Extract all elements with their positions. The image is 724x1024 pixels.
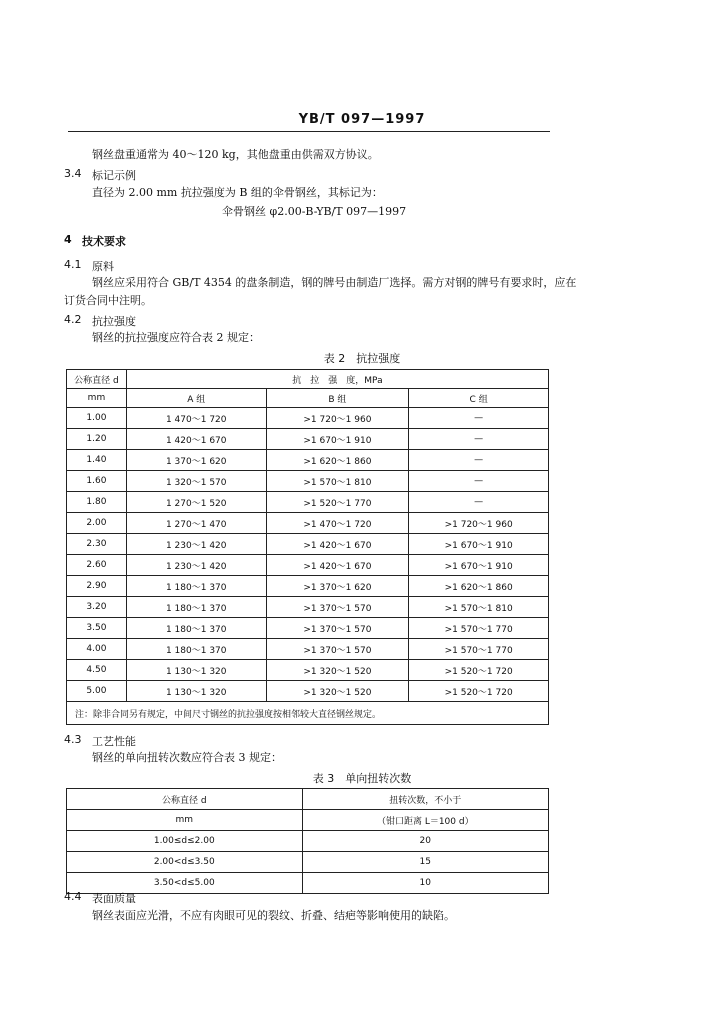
table-cell: 3.20 [67,597,127,618]
table-cell: >1 720～1 960 [409,513,549,534]
table-row [67,513,549,534]
table3-header-row [67,810,549,831]
table2-header-row [67,389,549,408]
table-row [67,639,549,660]
table2-header-group-b: B 组 [266,389,409,408]
table-row [67,450,549,471]
table-cell: 1 320～1 570 [126,471,266,492]
table2-header-strength: 抗 拉 强 度，MPa [126,370,548,389]
table3-caption: 表 3 单向扭转次数 [312,772,412,785]
table-cell: — [409,471,549,492]
table-cell: — [409,408,549,429]
table-cell: >1 320～1 520 [266,681,409,702]
section-4-4-title: 表面质量 [92,892,136,905]
table-cell: >1 620～1 860 [266,450,409,471]
table3-header-unit: mm [67,810,303,831]
table2-header-group-a: A 组 [126,389,266,408]
table-row [67,576,549,597]
table2-tensile-strength [66,369,549,725]
table-cell: >1 370～1 570 [266,639,409,660]
table-row [67,873,549,894]
body-line-coil-weight: 钢丝盘重通常为 40～120 kg，其他盘重由供需双方协议。 [92,148,379,161]
header-rule [68,131,550,132]
table-cell: 2.60 [67,555,127,576]
table-cell: 2.90 [67,576,127,597]
table-cell: 1 180～1 370 [126,597,266,618]
table-cell: 1 230～1 420 [126,555,266,576]
table-cell: — [409,429,549,450]
table-cell: >1 320～1 520 [266,660,409,681]
table-cell: >1 720～1 960 [266,408,409,429]
table-cell: 2.00 [67,513,127,534]
table-cell: 5.00 [67,681,127,702]
table-cell: >1 470～1 720 [266,513,409,534]
table-cell: 1 180～1 370 [126,576,266,597]
body-line-table2-ref: 钢丝的抗拉强度应符合表 2 规定： [92,331,260,344]
table-row [67,831,549,852]
table-row [67,555,549,576]
table-cell: 1 420～1 670 [126,429,266,450]
table-cell: >1 570～1 810 [266,471,409,492]
table2-header-group-c: C 组 [409,389,549,408]
page-header: YB/T 097—1997 [298,112,426,127]
table-cell: — [409,450,549,471]
table2-caption: 表 2 抗拉强度 [323,352,401,365]
table-cell: 3.50<d≤5.00 [67,873,303,894]
table-cell: >1 370～1 570 [266,618,409,639]
section-4-number: 4 [64,233,72,246]
table-cell: >1 570～1 770 [409,618,549,639]
section-4-3-number: 4.3 [64,733,82,746]
table-cell: >1 370～1 570 [266,597,409,618]
table-cell: 1.40 [67,450,127,471]
table-row [67,597,549,618]
table-row [67,408,549,429]
table3-header-row [67,789,549,810]
table-cell: 2.00<d≤3.50 [67,852,303,873]
table2-header-diameter: 公称直径 d [67,370,127,389]
table-cell: >1 670～1 910 [409,534,549,555]
table-cell: >1 570～1 810 [409,597,549,618]
table3-header-twist: 扭转次数，不小于 [302,789,548,810]
table-cell: >1 670～1 910 [266,429,409,450]
table-cell: 1 270～1 520 [126,492,266,513]
table-cell: 1 270～1 470 [126,513,266,534]
table-cell: 1.00 [67,408,127,429]
body-line-surface-quality: 钢丝表面应光滑，不应有肉眼可见的裂纹、折叠、结疤等影响使用的缺陷。 [92,909,455,922]
table-cell: >1 520～1 720 [409,681,549,702]
section-4-2-title: 抗拉强度 [92,315,136,328]
table-cell: 3.50 [67,618,127,639]
table-cell: 1 470～1 720 [126,408,266,429]
table-cell: 4.50 [67,660,127,681]
table-cell: 10 [302,873,548,894]
table-cell: 1 180～1 370 [126,639,266,660]
table2-note-row [67,702,549,725]
table-cell: 1.80 [67,492,127,513]
table-row [67,429,549,450]
table2-header-row [67,370,549,389]
table-cell: 1 180～1 370 [126,618,266,639]
table-row [67,681,549,702]
table-cell: >1 520～1 720 [409,660,549,681]
table-cell: — [409,492,549,513]
table-row [67,660,549,681]
table-cell: >1 620～1 860 [409,576,549,597]
table-cell: 1 130～1 320 [126,681,266,702]
body-line-raw-material: 钢丝应采用符合 GB/T 4354 的盘条制造，钢的牌号由制造厂选择。需方对钢的牌号有要求时，应在 [92,276,577,289]
table-cell: >1 420～1 670 [266,534,409,555]
section-4-title: 技术要求 [82,235,126,248]
table2-header-unit: mm [67,389,127,408]
table-cell: 1.00≤d≤2.00 [67,831,303,852]
table-cell: >1 370～1 620 [266,576,409,597]
table-cell: 1 370～1 620 [126,450,266,471]
table-cell: 1.20 [67,429,127,450]
section-4-3-title: 工艺性能 [92,735,136,748]
table-cell: 1 130～1 320 [126,660,266,681]
section-4-1-title: 原料 [92,260,114,273]
table3-header-gauge: （钳口距离 L＝100 d） [302,810,548,831]
body-line-table3-ref: 钢丝的单向扭转次数应符合表 3 规定： [92,751,282,764]
section-3-4-number: 3.4 [64,167,82,180]
table2-note: 注：除非合同另有规定，中间尺寸钢丝的抗拉强度按相邻较大直径钢丝规定。 [67,702,549,725]
table-row [67,534,549,555]
marking-example: 伞骨钢丝 φ2.00-B-YB/T 097—1997 [222,205,407,218]
table-cell: >1 420～1 670 [266,555,409,576]
table-row [67,492,549,513]
table-cell: 1 230～1 420 [126,534,266,555]
table-row [67,618,549,639]
table-cell: >1 670～1 910 [409,555,549,576]
table-cell: 2.30 [67,534,127,555]
table-cell: 20 [302,831,548,852]
body-line-raw-material-cont: 订货合同中注明。 [64,294,152,307]
table-row [67,852,549,873]
table-row [67,471,549,492]
table-cell: 1.60 [67,471,127,492]
section-4-2-number: 4.2 [64,313,82,326]
table-cell: >1 570～1 770 [409,639,549,660]
section-3-4-title: 标记示例 [92,169,136,182]
section-4-1-number: 4.1 [64,258,82,271]
table-cell: 15 [302,852,548,873]
table3-header-diameter: 公称直径 d [67,789,303,810]
table3-torsion-count [66,788,549,894]
table-cell: 4.00 [67,639,127,660]
body-line-marking-desc: 直径为 2.00 mm 抗拉强度为 B 组的伞骨钢丝，其标记为： [92,186,383,199]
section-4-4-number: 4.4 [64,890,82,903]
table-cell: >1 520～1 770 [266,492,409,513]
